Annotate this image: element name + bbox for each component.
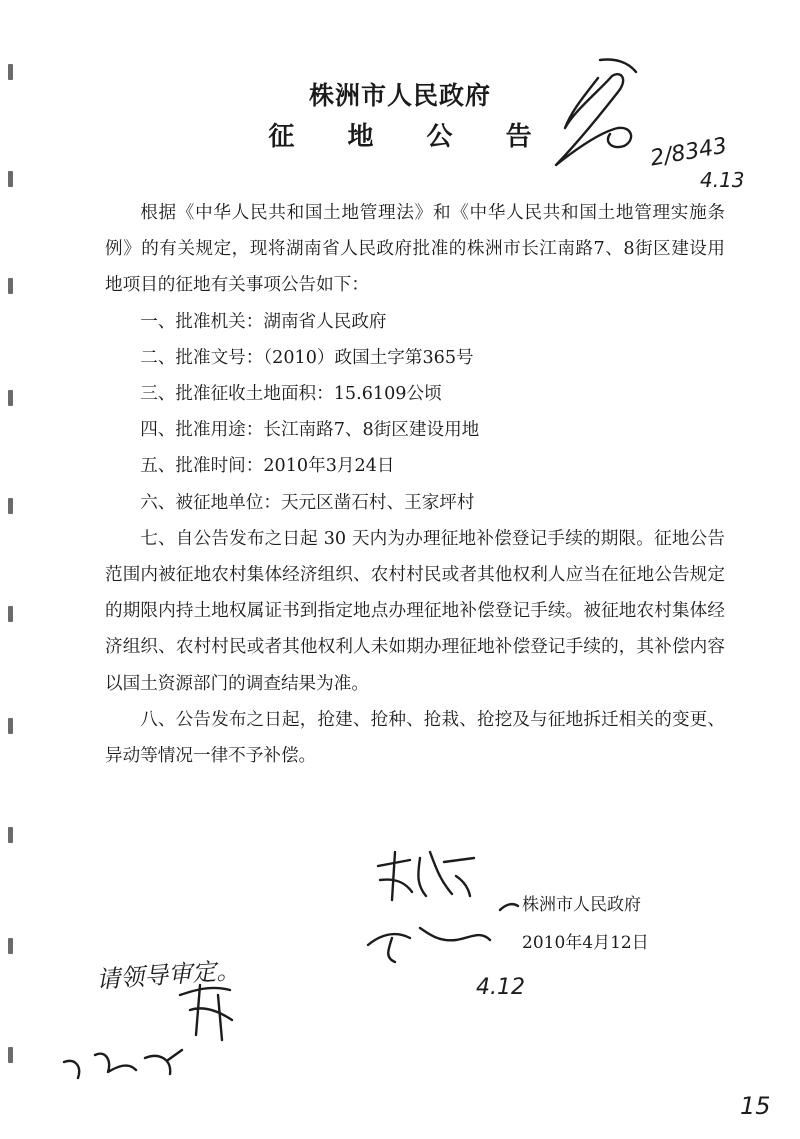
handwritten-page-number: 15 — [740, 1092, 771, 1120]
official-signature-mark — [368, 928, 490, 962]
official-signature-mark — [500, 904, 518, 910]
reviewer-signature-mark — [64, 1050, 182, 1078]
handwritten-review-note: 请领导审定。 — [95, 956, 241, 994]
binder-mark — [8, 278, 13, 294]
binder-mark — [8, 718, 13, 734]
binder-mark — [8, 171, 13, 187]
binder-mark — [8, 1047, 13, 1063]
binder-mark — [8, 827, 13, 843]
approval-scribble-mark — [600, 60, 636, 73]
handwritten-received-date: 4.13 — [700, 168, 745, 192]
binder-mark — [8, 606, 13, 622]
item-approval-number: 二、批准文号：（2010）政国土字第365号 — [140, 347, 474, 368]
notice-body — [105, 195, 725, 774]
item-approval-authority: 一、批准机关：湖南省人民政府 — [140, 311, 387, 332]
binder-mark — [8, 938, 13, 954]
item-affected-units: 六、被征地单位：天元区凿石村、王家坪村 — [140, 492, 475, 513]
binder-mark — [8, 390, 13, 406]
reviewer-signature-mark — [180, 985, 232, 1040]
intro-paragraph: 根据《中华人民共和国土地管理法》和《中华人民共和国土地管理实施条例》的有关规定，现将湖南省人民政府批准的株洲市长江南路7、8街区建设用地项目的征地有关事项公告如下： — [105, 203, 725, 296]
item-approval-date: 五、批准时间：2010年3月24日 — [140, 456, 395, 477]
item-registration-period: 七、自公告发布之日起 30 天内为办理征地补偿登记手续的期限。征地公告范围内被征地农村集体经济组织、农村村民或者其他权利人应当在征地公告规定的期限内持土地权属证书到指定地点办理征地补偿登记手续。被征地农村集体经济组织、农村村民或者其他权利人未如期办理征地补偿登记手续的，其补偿内容以国土资源部门的调查结果为准。 — [105, 528, 725, 694]
issuer-signature: 株洲市人民政府 — [522, 895, 641, 915]
item-land-use: 四、批准用途：长江南路7、8街区建设用地 — [140, 420, 480, 441]
handwritten-reference-number: 2/8343 — [648, 133, 729, 172]
binder-mark — [8, 498, 13, 514]
handwritten-sign-date: 4.12 — [476, 975, 525, 1000]
item-land-area: 三、批准征收土地面积：15.6109公顷 — [140, 384, 442, 405]
issue-date: 2010年4月12日 — [522, 933, 649, 953]
document-title: 征 地 公 告 — [268, 122, 554, 152]
document-issuer-title: 株洲市人民政府 — [308, 81, 491, 110]
item-no-compensation: 八、公告发布之日起，抢建、抢种、抢栽、抢挖及与征地拆迁相关的变更、异动等情况一律不予补偿。 — [105, 709, 725, 767]
official-signature-mark — [378, 852, 474, 900]
